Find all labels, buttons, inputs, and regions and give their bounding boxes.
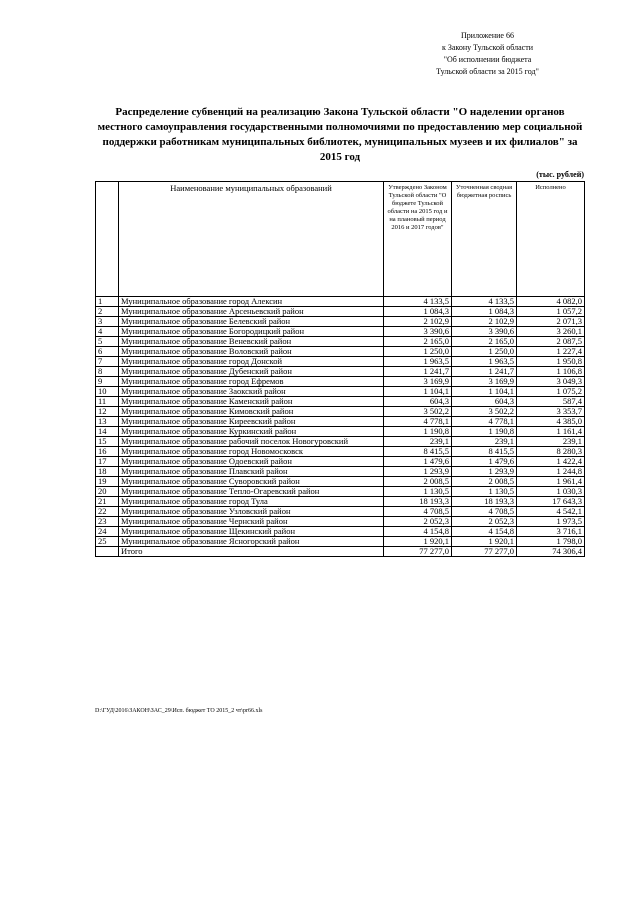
row-index: 18 [96, 467, 119, 477]
table-row [96, 367, 585, 377]
units-label: (тыс. рублей) [536, 170, 584, 179]
row-approved: 3 502,2 [384, 407, 452, 417]
table-row [96, 337, 585, 347]
row-revised: 18 193,3 [452, 497, 517, 507]
row-index: 3 [96, 317, 119, 327]
row-approved: 604,3 [384, 397, 452, 407]
row-index: 17 [96, 457, 119, 467]
row-name: Муниципальное образование город Новомосковск [119, 447, 384, 457]
row-name: Муниципальное образование Чернский район [119, 517, 384, 527]
row-name: Муниципальное образование Ясногорский район [119, 537, 384, 547]
table-row [96, 447, 585, 457]
row-executed: 3 049,3 [517, 377, 585, 387]
row-revised: 2 102,9 [452, 317, 517, 327]
row-index: 22 [96, 507, 119, 517]
row-name: Муниципальное образование рабочий поселок Новогуровский [119, 437, 384, 447]
row-executed: 239,1 [517, 437, 585, 447]
row-name: Муниципальное образование Богородицкий район [119, 327, 384, 337]
row-index: 7 [96, 357, 119, 367]
row-executed: 1 798,0 [517, 537, 585, 547]
row-index: 15 [96, 437, 119, 447]
row-index: 23 [96, 517, 119, 527]
table-row [96, 427, 585, 437]
row-executed: 1 030,3 [517, 487, 585, 497]
table-header-row [96, 182, 585, 297]
row-revised: 3 169,9 [452, 377, 517, 387]
row-approved: 1 084,3 [384, 307, 452, 317]
row-revised: 1 084,3 [452, 307, 517, 317]
row-executed: 1 422,4 [517, 457, 585, 467]
row-revised: 4 133,5 [452, 297, 517, 307]
row-index: 19 [96, 477, 119, 487]
row-name: Муниципальное образование Куркинский район [119, 427, 384, 437]
row-index: 4 [96, 327, 119, 337]
row-executed: 2 071,3 [517, 317, 585, 327]
table-row [96, 347, 585, 357]
row-index: 10 [96, 387, 119, 397]
table-row [96, 537, 585, 547]
row-name: Муниципальное образование город Тула [119, 497, 384, 507]
row-revised: 2 008,5 [452, 477, 517, 487]
header-executed: Исполнено [517, 182, 585, 297]
row-index: 9 [96, 377, 119, 387]
row-index: 12 [96, 407, 119, 417]
row-approved: 1 293,9 [384, 467, 452, 477]
header-approved: Утверждено Законом Тульской области "О бюджете Тульской области на 2015 год и на плановый период 2016 и 2017 годов" [384, 182, 452, 297]
row-name: Муниципальное образование Заокский район [119, 387, 384, 397]
row-revised: 1 963,5 [452, 357, 517, 367]
table-row [96, 477, 585, 487]
row-name: Муниципальное образование город Донской [119, 357, 384, 367]
subsidy-table [95, 181, 585, 557]
appendix-line-4: Тульской области за 2015 год" [436, 67, 539, 76]
row-index: 13 [96, 417, 119, 427]
table-row [96, 317, 585, 327]
row-approved: 1 104,1 [384, 387, 452, 397]
row-approved: 18 193,3 [384, 497, 452, 507]
total-label: Итого [119, 547, 384, 557]
document-title: Распределение субвенций на реализацию Закона Тульской области "О наделении органов местного самоуправления государственными полномочиями по предоставлению мер социальной поддержки работникам муниципальных библиотек, муниципальных музеев и их филиалов" за 2015 год [97, 106, 583, 163]
row-index: 5 [96, 337, 119, 347]
row-name: Муниципальное образование Щекинский район [119, 527, 384, 537]
row-revised: 2 165,0 [452, 337, 517, 347]
row-approved: 2 165,0 [384, 337, 452, 347]
table-row [96, 407, 585, 417]
file-path-footer: D:\ГУД\2016\ЗАКОН\ЗАС_29\Исп. бюджет ТО 2015_2 чт\pr66.xls [95, 708, 263, 714]
row-name: Муниципальное образование город Алексин [119, 297, 384, 307]
row-revised: 1 293,9 [452, 467, 517, 477]
table-row [96, 437, 585, 447]
row-name: Муниципальное образование Тепло-Огаревский район [119, 487, 384, 497]
row-executed: 1 106,8 [517, 367, 585, 377]
row-name: Муниципальное образование Узловский район [119, 507, 384, 517]
row-executed: 4 542,1 [517, 507, 585, 517]
appendix-line-2: к Закону Тульской области [441, 43, 534, 52]
table-row [96, 467, 585, 477]
row-executed: 2 087,5 [517, 337, 585, 347]
header-name: Наименование муниципальных образований [119, 182, 384, 297]
row-approved: 4 708,5 [384, 507, 452, 517]
row-approved: 4 154,8 [384, 527, 452, 537]
table-row [96, 357, 585, 367]
row-index: 24 [96, 527, 119, 537]
table-row [96, 517, 585, 527]
row-index: 8 [96, 367, 119, 377]
table-row [96, 327, 585, 337]
table-row [96, 297, 585, 307]
row-approved: 239,1 [384, 437, 452, 447]
row-index: 6 [96, 347, 119, 357]
row-approved: 1 963,5 [384, 357, 452, 367]
row-revised: 1 130,5 [452, 487, 517, 497]
row-executed: 1 057,2 [517, 307, 585, 317]
table-row [96, 527, 585, 537]
row-revised: 604,3 [452, 397, 517, 407]
row-revised: 3 502,2 [452, 407, 517, 417]
row-executed: 3 716,1 [517, 527, 585, 537]
row-name: Муниципальное образование Воловский район [119, 347, 384, 357]
row-approved: 1 190,8 [384, 427, 452, 437]
row-executed: 3 260,1 [517, 327, 585, 337]
row-revised: 1 920,1 [452, 537, 517, 547]
row-revised: 4 778,1 [452, 417, 517, 427]
row-index: 2 [96, 307, 119, 317]
row-executed: 1 950,8 [517, 357, 585, 367]
row-index: 20 [96, 487, 119, 497]
row-executed: 1 244,8 [517, 467, 585, 477]
table-row [96, 457, 585, 467]
row-name: Муниципальное образование Суворовский район [119, 477, 384, 487]
table-row [96, 307, 585, 317]
row-approved: 3 390,6 [384, 327, 452, 337]
row-name: Муниципальное образование Кимовский район [119, 407, 384, 417]
row-revised: 3 390,6 [452, 327, 517, 337]
row-approved: 1 920,1 [384, 537, 452, 547]
row-index: 25 [96, 537, 119, 547]
row-revised: 1 104,1 [452, 387, 517, 397]
table-row [96, 387, 585, 397]
row-approved: 2 008,5 [384, 477, 452, 487]
row-executed: 1 973,5 [517, 517, 585, 527]
row-executed: 4 385,0 [517, 417, 585, 427]
row-revised: 1 190,8 [452, 427, 517, 437]
row-executed: 3 353,7 [517, 407, 585, 417]
row-revised: 1 479,6 [452, 457, 517, 467]
row-index: 21 [96, 497, 119, 507]
table-row [96, 417, 585, 427]
row-revised: 239,1 [452, 437, 517, 447]
header-index [96, 182, 119, 297]
row-approved: 4 778,1 [384, 417, 452, 427]
row-revised: 1 241,7 [452, 367, 517, 377]
total-approved: 77 277,0 [384, 547, 452, 557]
row-approved: 3 169,9 [384, 377, 452, 387]
row-name: Муниципальное образование Плавский район [119, 467, 384, 477]
total-index [96, 547, 119, 557]
row-approved: 1 479,6 [384, 457, 452, 467]
row-approved: 2 102,9 [384, 317, 452, 327]
row-index: 16 [96, 447, 119, 457]
row-approved: 2 052,3 [384, 517, 452, 527]
total-executed: 74 306,4 [517, 547, 585, 557]
row-executed: 17 643,3 [517, 497, 585, 507]
row-name: Муниципальное образование Дубенский район [119, 367, 384, 377]
row-index: 1 [96, 297, 119, 307]
appendix-block [395, 30, 580, 78]
table-row [96, 377, 585, 387]
row-approved: 8 415,5 [384, 447, 452, 457]
row-revised: 8 415,5 [452, 447, 517, 457]
table-row [96, 497, 585, 507]
row-name: Муниципальное образование Киреевский район [119, 417, 384, 427]
appendix-line-1: Приложение 66 [461, 31, 514, 40]
row-executed: 1 161,4 [517, 427, 585, 437]
row-executed: 4 082,0 [517, 297, 585, 307]
row-name: Муниципальное образование Белевский район [119, 317, 384, 327]
row-index: 11 [96, 397, 119, 407]
row-revised: 1 250,0 [452, 347, 517, 357]
total-revised: 77 277,0 [452, 547, 517, 557]
row-name: Муниципальное образование Арсеньевский район [119, 307, 384, 317]
table-body [96, 297, 585, 557]
total-row [96, 547, 585, 557]
row-revised: 4 154,8 [452, 527, 517, 537]
table-row [96, 397, 585, 407]
row-executed: 1 961,4 [517, 477, 585, 487]
row-revised: 2 052,3 [452, 517, 517, 527]
row-name: Муниципальное образование Каменский район [119, 397, 384, 407]
row-approved: 4 133,5 [384, 297, 452, 307]
row-executed: 587,4 [517, 397, 585, 407]
table-row [96, 487, 585, 497]
row-executed: 1 227,4 [517, 347, 585, 357]
row-executed: 8 280,3 [517, 447, 585, 457]
row-name: Муниципальное образование город Ефремов [119, 377, 384, 387]
header-revised: Уточненная сводная бюджетная роспись [452, 182, 517, 297]
row-executed: 1 075,2 [517, 387, 585, 397]
row-name: Муниципальное образование Веневский район [119, 337, 384, 347]
row-approved: 1 241,7 [384, 367, 452, 377]
appendix-line-3: "Об исполнении бюджета [443, 55, 532, 64]
table-row [96, 507, 585, 517]
row-approved: 1 130,5 [384, 487, 452, 497]
row-revised: 4 708,5 [452, 507, 517, 517]
row-name: Муниципальное образование Одоевский район [119, 457, 384, 467]
row-index: 14 [96, 427, 119, 437]
row-approved: 1 250,0 [384, 347, 452, 357]
